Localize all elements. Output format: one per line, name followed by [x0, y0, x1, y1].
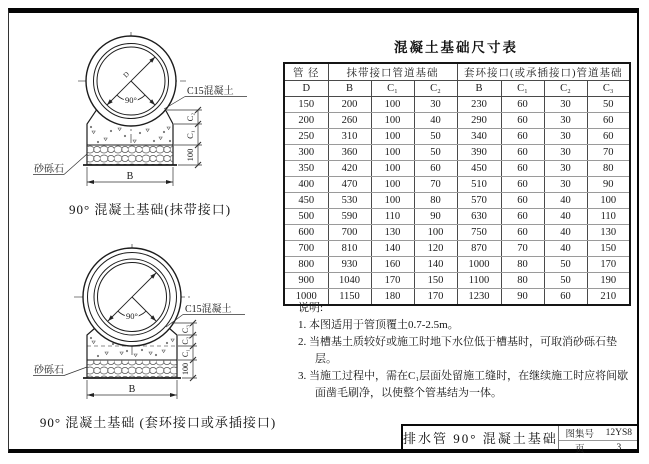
notes-heading: 说明:: [298, 302, 324, 314]
collar-joint-foundation-diagram: [30, 240, 265, 412]
table-cell: 60: [414, 161, 457, 177]
table-cell: 150: [414, 273, 457, 289]
title-block-info: [558, 426, 637, 455]
dim-c1-label: C₁: [181, 348, 190, 358]
table-cell: 60: [501, 145, 544, 161]
table-cell: 30: [544, 145, 587, 161]
page-label: 页: [574, 445, 585, 455]
table-cell: 130: [587, 225, 630, 241]
table-cell: 1150: [328, 289, 371, 306]
table-cell: 50: [544, 257, 587, 273]
table-cell: 60: [501, 97, 544, 113]
table-cell: 30: [414, 97, 457, 113]
table-row: [284, 177, 630, 193]
column-header: C₁: [371, 81, 414, 97]
table-cell: 350: [284, 161, 328, 177]
table-cell: 1000: [284, 289, 328, 306]
table-cell: 30: [544, 161, 587, 177]
table-cell: 140: [414, 257, 457, 273]
table-cell: 100: [371, 97, 414, 113]
table-group-header-row: [284, 63, 630, 81]
table-cell: 100: [587, 193, 630, 209]
atlas-number-label: 图集号: [559, 426, 601, 441]
table-cell: 360: [328, 145, 371, 161]
column-header: C₃: [587, 81, 630, 97]
table-cell: 60: [501, 193, 544, 209]
dimension-table: [283, 62, 631, 306]
table-cell: 60: [501, 161, 544, 177]
angle-label: 90°: [125, 95, 137, 105]
table-cell: 230: [457, 97, 501, 113]
table-cell: 80: [501, 257, 544, 273]
page-number-value: 3: [616, 443, 622, 453]
table-cell: 290: [457, 113, 501, 129]
gravel-layer: [87, 145, 173, 165]
concrete-texture: [90, 126, 171, 143]
table-cell: 40: [544, 225, 587, 241]
dim-c2-label: C₂: [185, 112, 195, 122]
table-cell: 70: [587, 145, 630, 161]
table-cell: 260: [328, 113, 371, 129]
table-row: [284, 225, 630, 241]
table-cell: 170: [371, 273, 414, 289]
notes-section: [298, 300, 634, 402]
table-row: [284, 129, 630, 145]
band-joint-group-header: 抹带接口管道基础: [328, 63, 457, 81]
table-row: [284, 209, 630, 225]
table-cell: 600: [284, 225, 328, 241]
table-cell: 1040: [328, 273, 371, 289]
table-cell: 590: [328, 209, 371, 225]
concrete-material-label: C15混凝土: [185, 304, 232, 315]
table-cell: 310: [328, 129, 371, 145]
gravel-material-label: 砂砾石: [34, 164, 64, 175]
table-cell: 80: [414, 193, 457, 209]
table-cell: 140: [371, 241, 414, 257]
table-cell: 700: [328, 225, 371, 241]
table-cell: 500: [284, 209, 328, 225]
table-subheader-row: [284, 81, 630, 97]
table-cell: 400: [284, 177, 328, 193]
table-cell: 630: [457, 209, 501, 225]
table-cell: 700: [284, 241, 328, 257]
table-cell: 160: [371, 257, 414, 273]
concrete-leader-line: [166, 315, 245, 328]
table-cell: 450: [457, 161, 501, 177]
table-cell: 130: [371, 225, 414, 241]
table-cell: 180: [371, 289, 414, 306]
table-cell: 170: [414, 289, 457, 306]
table-cell: 120: [414, 241, 457, 257]
table-cell: 80: [587, 161, 630, 177]
drawing-title: 排水管 90° 混凝土基础: [403, 431, 558, 446]
table-cell: 40: [414, 113, 457, 129]
table-cell: 60: [587, 129, 630, 145]
table-cell: 900: [284, 273, 328, 289]
table-cell: 60: [501, 225, 544, 241]
table-cell: 100: [371, 193, 414, 209]
table-cell: 510: [457, 177, 501, 193]
table-cell: 530: [328, 193, 371, 209]
table-cell: 300: [284, 145, 328, 161]
table-cell: 30: [544, 177, 587, 193]
notes-list: [298, 317, 634, 402]
table-cell: 60: [501, 113, 544, 129]
table-cell: 50: [414, 129, 457, 145]
table-cell: 210: [587, 289, 630, 306]
table-row: [284, 257, 630, 273]
table-cell: 470: [328, 177, 371, 193]
table-cell: 90: [414, 209, 457, 225]
collar-joint-caption: 90° 混凝土基础 (套环接口或承插接口): [39, 415, 277, 430]
diameter-group-header: 管 径: [284, 63, 328, 81]
table-cell: 190: [587, 273, 630, 289]
table-cell: 70: [501, 241, 544, 257]
table-cell: 30: [544, 97, 587, 113]
table-cell: 200: [284, 113, 328, 129]
table-cell: 30: [544, 129, 587, 145]
note-item: 1. 本图适用于管顶覆土0.7-2.5m。: [298, 319, 459, 331]
table-title: 混凝土基础尺寸表: [394, 40, 518, 55]
table-cell: 60: [544, 289, 587, 306]
table-cell: 100: [371, 113, 414, 129]
table-cell: 810: [328, 241, 371, 257]
table-cell: 150: [284, 97, 328, 113]
table-body: [284, 97, 630, 306]
table-cell: 150: [587, 241, 630, 257]
table-cell: 50: [544, 273, 587, 289]
column-header: C₂: [544, 81, 587, 97]
column-header: B: [328, 81, 371, 97]
table-cell: 60: [587, 113, 630, 129]
diameter-label: D: [121, 70, 131, 80]
dim-c2-label: C₂: [181, 336, 190, 345]
note-item: 3. 当施工过程中，需在C₁层面处留施工缝时，在继续施工时应将间歇面凿毛刷净，以使整个管基结为一体。: [298, 370, 629, 399]
concrete-leader-line: [164, 97, 247, 110]
table-cell: 420: [328, 161, 371, 177]
table-cell: 60: [501, 129, 544, 145]
column-header: B: [457, 81, 501, 97]
angle-label: 90°: [126, 311, 138, 321]
table-cell: 930: [328, 257, 371, 273]
table-cell: 200: [328, 97, 371, 113]
table-cell: 100: [371, 177, 414, 193]
dim-100-label: 100: [185, 148, 195, 162]
table-cell: 110: [371, 209, 414, 225]
table-row: [284, 273, 630, 289]
table-row: [284, 193, 630, 209]
dim-c3-label: C₃: [181, 324, 190, 334]
table-cell: 30: [544, 113, 587, 129]
table-cell: 50: [414, 145, 457, 161]
table-cell: 750: [457, 225, 501, 241]
table-cell: 570: [457, 193, 501, 209]
gravel-layer: [87, 360, 177, 378]
table-cell: 90: [501, 289, 544, 306]
dim-100-label: 100: [181, 363, 190, 375]
table-cell: 110: [587, 209, 630, 225]
table-row: [284, 113, 630, 129]
table-cell: 100: [371, 129, 414, 145]
table-cell: 870: [457, 241, 501, 257]
table-cell: 100: [371, 145, 414, 161]
column-header: C₁: [501, 81, 544, 97]
dim-c1-label: C₁: [185, 130, 195, 139]
table-cell: 100: [371, 161, 414, 177]
table-cell: 1230: [457, 289, 501, 306]
note-item: 2. 当槽基土质较好或施工时地下水位低于槽基时，可取消砂砾石垫层。: [298, 336, 617, 365]
table-row: [284, 145, 630, 161]
table-cell: 90: [587, 177, 630, 193]
table-row: [284, 97, 630, 113]
table-cell: 40: [544, 241, 587, 257]
table-row: [284, 161, 630, 177]
gravel-material-label: 砂砾石: [34, 365, 64, 376]
concrete-material-label: C15混凝土: [187, 86, 234, 97]
table-cell: 40: [544, 209, 587, 225]
table-cell: 50: [587, 97, 630, 113]
table-cell: 1100: [457, 273, 501, 289]
table-cell: 340: [457, 129, 501, 145]
width-label: B: [128, 384, 136, 395]
column-header: D: [284, 81, 328, 97]
band-joint-foundation-diagram: [30, 28, 265, 220]
table-cell: 60: [501, 177, 544, 193]
atlas-number-value: 12YS8: [601, 426, 637, 441]
width-label: B: [126, 171, 134, 182]
table-cell: 60: [501, 209, 544, 225]
table-cell: 390: [457, 145, 501, 161]
table-cell: 800: [284, 257, 328, 273]
collar-joint-group-header: 套环接口(或承插接口)管道基础: [457, 63, 630, 81]
table-cell: 100: [414, 225, 457, 241]
table-cell: 1000: [457, 257, 501, 273]
band-joint-caption: 90° 混凝土基础(抹带接口): [68, 202, 232, 217]
table-cell: 170: [587, 257, 630, 273]
table-cell: 450: [284, 193, 328, 209]
table-cell: 250: [284, 129, 328, 145]
column-header: C₂: [414, 81, 457, 97]
table-cell: 80: [501, 273, 544, 289]
title-block: [401, 424, 637, 455]
table-row: [284, 241, 630, 257]
table-cell: 40: [544, 193, 587, 209]
table-cell: 70: [414, 177, 457, 193]
